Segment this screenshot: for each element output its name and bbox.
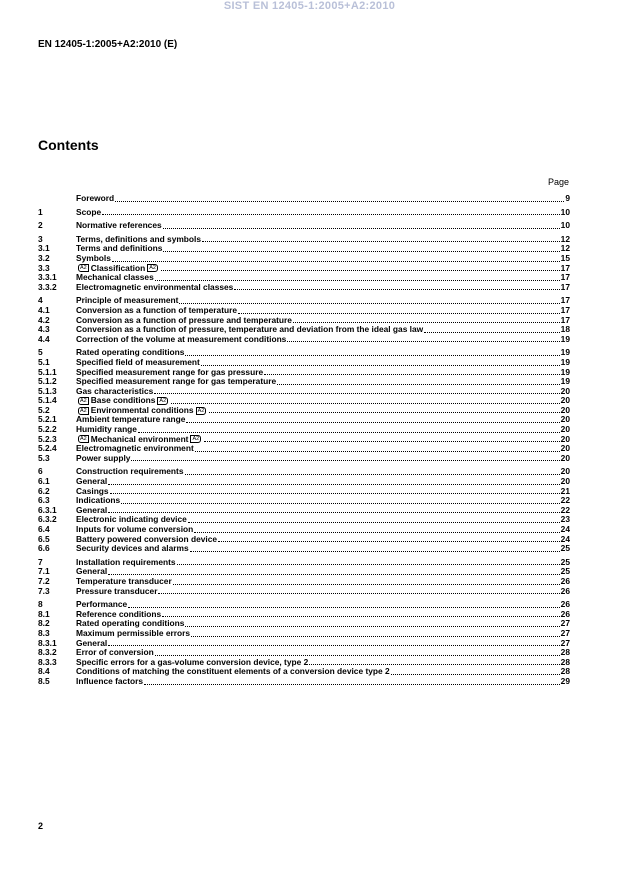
- toc-entry-number: 6.4: [38, 525, 50, 534]
- toc-entry-title: Conversion as a function of pressure and temperature: [76, 314, 292, 325]
- toc-entry-page: 20: [560, 476, 570, 487]
- toc-entry-title: Terms and definitions: [76, 243, 163, 254]
- dot-leader: [131, 460, 559, 461]
- toc-entry-title: Conversion as a function of temperature: [76, 304, 238, 315]
- dot-leader: [112, 261, 560, 262]
- dot-leader: [185, 355, 559, 356]
- toc-entry-page: 17: [560, 281, 570, 292]
- toc-entry[interactable]: [38, 454, 570, 464]
- dot-leader: [185, 626, 559, 627]
- toc-entry-page: 17: [560, 304, 570, 315]
- toc-entry-title: Conditions of matching the constituent elements of a conversion device type 2: [76, 666, 390, 677]
- toc-entry-page: 10: [560, 206, 570, 217]
- dot-leader: [293, 322, 560, 323]
- toc-entry-page: 29: [560, 675, 570, 686]
- dot-leader: [173, 584, 560, 585]
- toc-entry-title-wrap: [76, 283, 233, 293]
- toc-entry-page: 17: [560, 272, 570, 283]
- toc-entry-page: 10: [560, 220, 570, 231]
- footer-page-number: 2: [38, 821, 44, 831]
- toc-entry-title: Indications: [76, 495, 121, 506]
- toc-entry-page: 24: [560, 524, 570, 534]
- toc-entry-title-wrap: [76, 221, 162, 231]
- dot-leader: [161, 270, 560, 271]
- toc-entry-number: 8: [38, 600, 43, 610]
- toc-entry-number: 5.1.1: [38, 367, 57, 377]
- toc-entry-title: Conversion as a function of pressure, temperature and deviation from the ideal gas law: [76, 324, 424, 335]
- toc-entry-number: 3.3: [38, 263, 50, 273]
- dot-leader: [202, 241, 560, 242]
- toc-entry-page: 26: [560, 575, 570, 586]
- dot-leader: [277, 384, 560, 385]
- toc-entry-title: Principle of measurement: [76, 295, 179, 306]
- toc-entry-page: 18: [560, 324, 570, 335]
- toc-entry-page: 24: [560, 533, 570, 544]
- toc-entry-page: 25: [560, 566, 570, 577]
- amendment-end-marker: A2: [192, 436, 200, 443]
- dot-leader: [163, 228, 560, 229]
- toc-entry[interactable]: [38, 283, 570, 293]
- toc-entry-page: 22: [560, 504, 570, 515]
- toc-entry-title: Temperature transducer: [76, 575, 172, 586]
- dot-leader: [186, 422, 559, 423]
- toc-entry-page: 19: [560, 376, 570, 387]
- toc-entry-title: Specified measurement range for gas temperature: [76, 376, 277, 387]
- toc-entry-title: Casings: [76, 485, 109, 496]
- toc-entry-number: 7.3: [38, 586, 50, 596]
- toc-entry-number: 7: [38, 557, 43, 567]
- dot-leader: [155, 280, 560, 281]
- toc-entry-number: 4.4: [38, 334, 50, 344]
- toc-entry-title-wrap: [76, 208, 101, 218]
- toc-entry-title: Electromagnetic environment: [76, 443, 194, 454]
- toc-entry-page: 9: [565, 193, 570, 203]
- toc-entry-number: 8.1: [38, 609, 50, 619]
- dot-leader: [171, 403, 560, 404]
- toc-entry-number: 6.6: [38, 544, 50, 554]
- toc-entry-page: 12: [560, 243, 570, 254]
- toc-entry-number: 5.2.3: [38, 434, 57, 444]
- toc-entry-number: 5: [38, 348, 43, 358]
- toc-entry-title: Scope: [76, 206, 102, 217]
- dot-leader: [424, 332, 559, 333]
- toc-entry-page: 25: [560, 556, 570, 567]
- toc-entry-number: 8.3.3: [38, 657, 57, 667]
- toc-entry-title: General: [76, 504, 108, 515]
- toc-entry-title-wrap: [76, 587, 157, 597]
- toc-entry[interactable]: [38, 335, 570, 345]
- dot-leader: [204, 441, 559, 442]
- toc-entry-number: 5.1.4: [38, 396, 57, 406]
- toc-entry-page: 20: [560, 466, 570, 477]
- toc-entry-title: Influence factors: [76, 675, 144, 686]
- toc-entry-title: Rated operating conditions: [76, 347, 185, 358]
- dot-leader: [195, 451, 560, 452]
- toc-entry[interactable]: [38, 544, 570, 554]
- toc-entry-number: 5.1: [38, 357, 50, 367]
- toc-entry-number: 6.3.1: [38, 505, 57, 515]
- toc-entry-title-wrap: [76, 194, 114, 204]
- toc-entry-number: 8.3: [38, 628, 50, 638]
- toc-entry-title: Rated operating conditions: [76, 618, 185, 629]
- watermark: SIST EN 12405-1:2005+A2:2010: [223, 0, 396, 12]
- toc-entry-page: 20: [560, 443, 570, 454]
- toc-entry-title: Symbols: [76, 252, 111, 263]
- amendment-end-marker: A2: [149, 265, 156, 272]
- toc-entry-number: 8.3.1: [38, 638, 57, 648]
- amendment-end-marker: A2: [197, 407, 205, 414]
- toc-entry-number: 8.5: [38, 676, 50, 686]
- toc-entry-title: Electromagnetic environmental classes: [76, 281, 234, 292]
- dot-leader: [209, 412, 559, 413]
- toc-entry-title: Environmental conditions: [90, 404, 194, 415]
- toc-entry-number: 3: [38, 234, 43, 244]
- toc-entry-page: 20: [560, 404, 570, 415]
- toc-entry-number: 6.5: [38, 534, 50, 544]
- toc-entry-title-wrap: [76, 454, 130, 464]
- toc-entry-title-wrap: [76, 677, 143, 687]
- toc-entry-page: 28: [560, 647, 570, 658]
- toc-entry-title: Normative references: [76, 220, 162, 231]
- toc-entry[interactable]: [38, 558, 570, 568]
- toc-entry-number: 4.3: [38, 325, 50, 335]
- toc-entry-page: 17: [560, 295, 570, 306]
- toc-entry-title: Construction requirements: [76, 466, 184, 477]
- toc-entry-number: 6.3: [38, 496, 50, 506]
- toc-entry[interactable]: [38, 194, 570, 204]
- toc-entry-title: Classification: [90, 262, 146, 273]
- toc-entry-number: 5.2.2: [38, 425, 57, 435]
- toc-entry[interactable]: [38, 587, 570, 597]
- toc-entry-title: Power supply: [76, 452, 131, 463]
- toc-entry-title: Pressure transducer: [76, 585, 158, 596]
- toc-entry-number: 3.2: [38, 253, 50, 263]
- toc-entry-title: Specified field of measurement: [76, 356, 200, 367]
- toc-entry-number: 8.3.2: [38, 648, 57, 658]
- dot-leader: [188, 522, 560, 523]
- toc-entry-title: General: [76, 637, 108, 648]
- toc-entry-page: 26: [560, 585, 570, 596]
- toc-entry-title: Ambient temperature range: [76, 414, 186, 425]
- toc-entry-title: Foreword: [76, 193, 115, 203]
- toc-entry-page: 20: [560, 395, 570, 406]
- dot-leader: [162, 616, 560, 617]
- toc-entry-page: 28: [560, 656, 570, 667]
- toc-entry-title: Correction of the volume at measurement conditions: [76, 333, 287, 344]
- dot-leader: [391, 674, 560, 675]
- dot-leader: [194, 532, 559, 533]
- toc-entry-number: 5.1.3: [38, 386, 57, 396]
- toc-entry-number: 4.2: [38, 315, 50, 325]
- dot-leader: [110, 493, 560, 494]
- toc-entry-page: 19: [560, 347, 570, 358]
- toc-entry-page: 26: [560, 608, 570, 619]
- toc-entry[interactable]: [38, 477, 570, 487]
- dot-leader: [287, 341, 559, 342]
- toc-entry-number: 7.1: [38, 567, 50, 577]
- toc-entry-title-wrap: [76, 335, 286, 345]
- toc-entry-page: 27: [560, 618, 570, 629]
- toc-entry-page: 23: [560, 514, 570, 525]
- toc-entry-number: 3.1: [38, 244, 50, 254]
- toc-entry[interactable]: [38, 467, 570, 477]
- toc-entry-title: Inputs for volume conversion: [76, 524, 194, 534]
- dot-leader: [234, 289, 559, 290]
- toc-entry-number: 4.1: [38, 305, 50, 315]
- document-id: EN 12405-1:2005+A2:2010 (E): [38, 39, 178, 50]
- toc-entry-title: Terms, definitions and symbols: [76, 233, 202, 244]
- dot-leader: [179, 303, 559, 304]
- toc-entry-title: Mechanical environment: [90, 433, 189, 444]
- toc-entry-number: 5.2.1: [38, 415, 57, 425]
- toc-entry-title: Security devices and alarms: [76, 543, 189, 554]
- toc-entry-number: 5.2: [38, 405, 50, 415]
- toc-entry-title: Base conditions: [90, 395, 156, 406]
- dot-leader: [155, 655, 560, 656]
- toc-entry-title: Reference conditions: [76, 608, 162, 619]
- toc-entry-page: 22: [560, 495, 570, 506]
- toc-entry-page: 20: [560, 385, 570, 396]
- amendment-start-marker: A2: [80, 265, 87, 272]
- amendment-start-marker: A2: [80, 436, 87, 443]
- toc-entry[interactable]: [38, 244, 570, 254]
- dot-leader: [201, 365, 560, 366]
- toc-entry-number: 6.1: [38, 477, 50, 487]
- dot-leader: [177, 564, 560, 565]
- toc-entry-page: 28: [560, 666, 570, 677]
- toc-entry-number: 3.3.1: [38, 273, 57, 283]
- toc-entry-number: 6: [38, 467, 43, 477]
- dot-leader: [128, 607, 559, 608]
- toc-entry-title: Error of conversion: [76, 647, 154, 658]
- amendment-start-marker: A2: [80, 398, 87, 405]
- dot-leader: [190, 551, 560, 552]
- dot-leader: [309, 664, 559, 665]
- toc-entry-page: 20: [560, 452, 570, 463]
- toc-entry-page: 20: [560, 433, 570, 444]
- dot-leader: [102, 214, 560, 215]
- toc-entry-page: 19: [560, 356, 570, 367]
- toc-entry-number: 5.2.4: [38, 444, 57, 454]
- toc-entry[interactable]: [38, 208, 570, 218]
- dot-leader: [191, 636, 560, 637]
- toc-entry-title: Electronic indicating device: [76, 514, 187, 525]
- toc-entry-title: General: [76, 566, 108, 577]
- page-column-label: Page: [547, 177, 569, 187]
- toc-entry-page: 20: [560, 414, 570, 425]
- toc-entry-number: 1: [38, 207, 43, 217]
- toc-entry-title: Maximum permissible errors: [76, 627, 191, 638]
- toc-entry-title: Mechanical classes: [76, 272, 154, 283]
- toc-entry-number: 4: [38, 296, 43, 306]
- toc-entry-number: 7.2: [38, 576, 50, 586]
- page-title: Contents: [38, 137, 99, 153]
- toc-entry-page: 26: [560, 599, 570, 610]
- dot-leader: [108, 645, 559, 646]
- toc-entry-number: 3.3.2: [38, 282, 57, 292]
- toc-entry-title: Specific errors for a gas-volume conversion device, type 2: [76, 656, 309, 667]
- toc-entry-page: 27: [560, 637, 570, 648]
- toc-entry[interactable]: [38, 496, 570, 506]
- toc-entry-page: 17: [560, 314, 570, 325]
- toc-entry-number: 8.2: [38, 619, 50, 629]
- dot-leader: [163, 251, 559, 252]
- amendment-end-marker: A2: [159, 398, 167, 405]
- dot-leader: [138, 432, 560, 433]
- dot-leader: [108, 512, 559, 513]
- dot-leader: [144, 684, 560, 685]
- toc-entry-title: General: [76, 476, 108, 487]
- toc-entry-page: 12: [560, 233, 570, 244]
- toc-entry[interactable]: [38, 629, 570, 639]
- toc-entry-page: 25: [560, 543, 570, 554]
- toc-entry-page: 27: [560, 627, 570, 638]
- toc-entry[interactable]: [38, 221, 570, 231]
- dot-leader: [218, 541, 560, 542]
- toc-entry-number: 8.4: [38, 667, 50, 677]
- toc-entry-page: 19: [560, 333, 570, 344]
- dot-leader: [158, 593, 559, 594]
- dot-leader: [185, 474, 560, 475]
- toc-entry-page: 21: [560, 485, 570, 496]
- toc-entry[interactable]: [38, 677, 570, 687]
- dot-leader: [238, 313, 560, 314]
- toc-entry-title-wrap: [76, 544, 189, 554]
- toc-entry-title: Battery powered conversion device: [76, 533, 218, 544]
- toc-entry-title: Humidity range: [76, 424, 137, 435]
- dot-leader: [108, 484, 559, 485]
- dot-leader: [121, 503, 559, 504]
- toc-entry-title: Performance: [76, 599, 128, 610]
- toc-entry-page: 17: [560, 262, 570, 273]
- toc-entry-title: Specified measurement range for gas pressure: [76, 366, 264, 377]
- toc-entry-number: 5.3: [38, 453, 50, 463]
- dot-leader: [115, 201, 564, 202]
- dot-leader: [108, 574, 559, 575]
- toc-entry-page: 15: [560, 252, 570, 263]
- dot-leader: [154, 393, 559, 394]
- toc-entry-number: 6.2: [38, 486, 50, 496]
- toc-entry-number: 5.1.2: [38, 377, 57, 387]
- dot-leader: [264, 374, 560, 375]
- toc-entry-title: Installation requirements: [76, 556, 176, 567]
- toc-entry-page: 20: [560, 424, 570, 435]
- toc-entry-title: Gas characteristics: [76, 385, 154, 396]
- toc-entry-number: 6.3.2: [38, 515, 57, 525]
- toc-entry-page: 19: [560, 366, 570, 377]
- amendment-start-marker: A2: [80, 407, 87, 414]
- toc-entry-number: 2: [38, 221, 43, 231]
- table-of-contents: [38, 194, 570, 687]
